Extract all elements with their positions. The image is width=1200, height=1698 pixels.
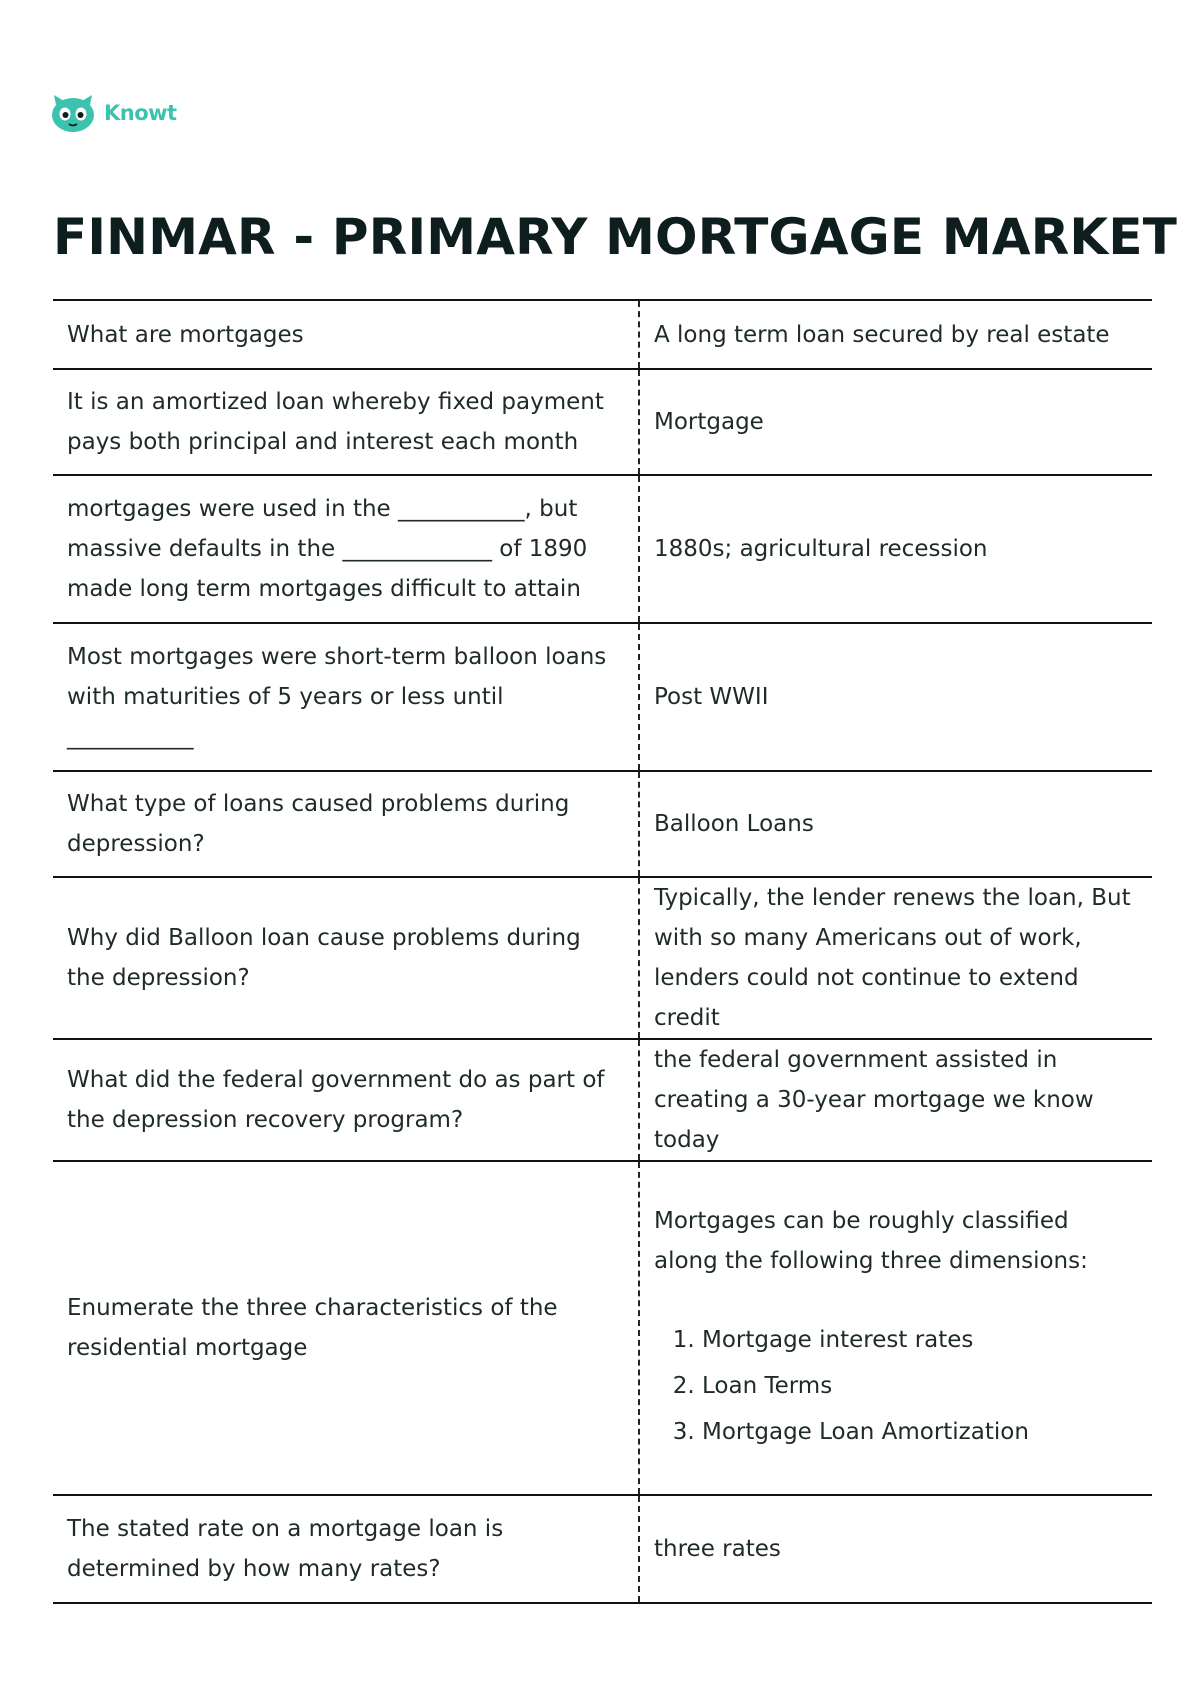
knowt-mascot-icon xyxy=(50,93,96,133)
brand-logo xyxy=(50,93,177,133)
term-cell: mortgages were used in the ___________, but massive defaults in the _____________ of 1890 made long term mortgages difficult to attain xyxy=(53,475,639,623)
table-row xyxy=(53,369,1152,475)
list-item: 1. Mortgage interest rates xyxy=(702,1317,1136,1363)
table-row xyxy=(53,475,1152,623)
term-cell: The stated rate on a mortgage loan is determined by how many rates? xyxy=(53,1495,639,1603)
definition-cell xyxy=(639,1161,1152,1495)
term-cell: Most mortgages were short-term balloon loans with maturities of 5 years or less until ___________ xyxy=(53,623,639,771)
definition-cell: three rates xyxy=(639,1495,1152,1603)
term-cell: Why did Balloon loan cause problems during the depression? xyxy=(53,877,639,1039)
brand-name: Knowt xyxy=(104,101,177,125)
definition-cell: A long term loan secured by real estate xyxy=(639,300,1152,369)
table-row xyxy=(53,623,1152,771)
table-row xyxy=(53,771,1152,877)
list-item: 2. Loan Terms xyxy=(702,1363,1136,1409)
definition-cell: the federal government assisted in creating a 30-year mortgage we know today xyxy=(639,1039,1152,1161)
definition-cell: Balloon Loans xyxy=(639,771,1152,877)
table-row xyxy=(53,1495,1152,1603)
term-cell: It is an amortized loan whereby fixed payment pays both principal and interest each month xyxy=(53,369,639,475)
flashcard-table xyxy=(53,299,1152,1604)
term-cell: What type of loans caused problems during depression? xyxy=(53,771,639,877)
table-row xyxy=(53,1039,1152,1161)
term-cell: What did the federal government do as part of the depression recovery program? xyxy=(53,1039,639,1161)
list-item: 3. Mortgage Loan Amortization xyxy=(702,1409,1136,1455)
definition-cell: Post WWII xyxy=(639,623,1152,771)
definition-cell: Mortgage xyxy=(639,369,1152,475)
table-row xyxy=(53,1161,1152,1495)
definition-cell: 1880s; agricultural recession xyxy=(639,475,1152,623)
term-cell: What are mortgages xyxy=(53,300,639,369)
table-row xyxy=(53,877,1152,1039)
term-cell: Enumerate the three characteristics of the residential mortgage xyxy=(53,1161,639,1495)
characteristics-list xyxy=(654,1317,1136,1455)
table-row xyxy=(53,300,1152,369)
definition-cell: Typically, the lender renews the loan, But with so many Americans out of work, lenders could not continue to extend credit xyxy=(639,877,1152,1039)
page-title: FINMAR - PRIMARY MORTGAGE MARKET xyxy=(53,208,1178,266)
definition-intro: Mortgages can be roughly classified along the following three dimensions: xyxy=(654,1208,1088,1274)
